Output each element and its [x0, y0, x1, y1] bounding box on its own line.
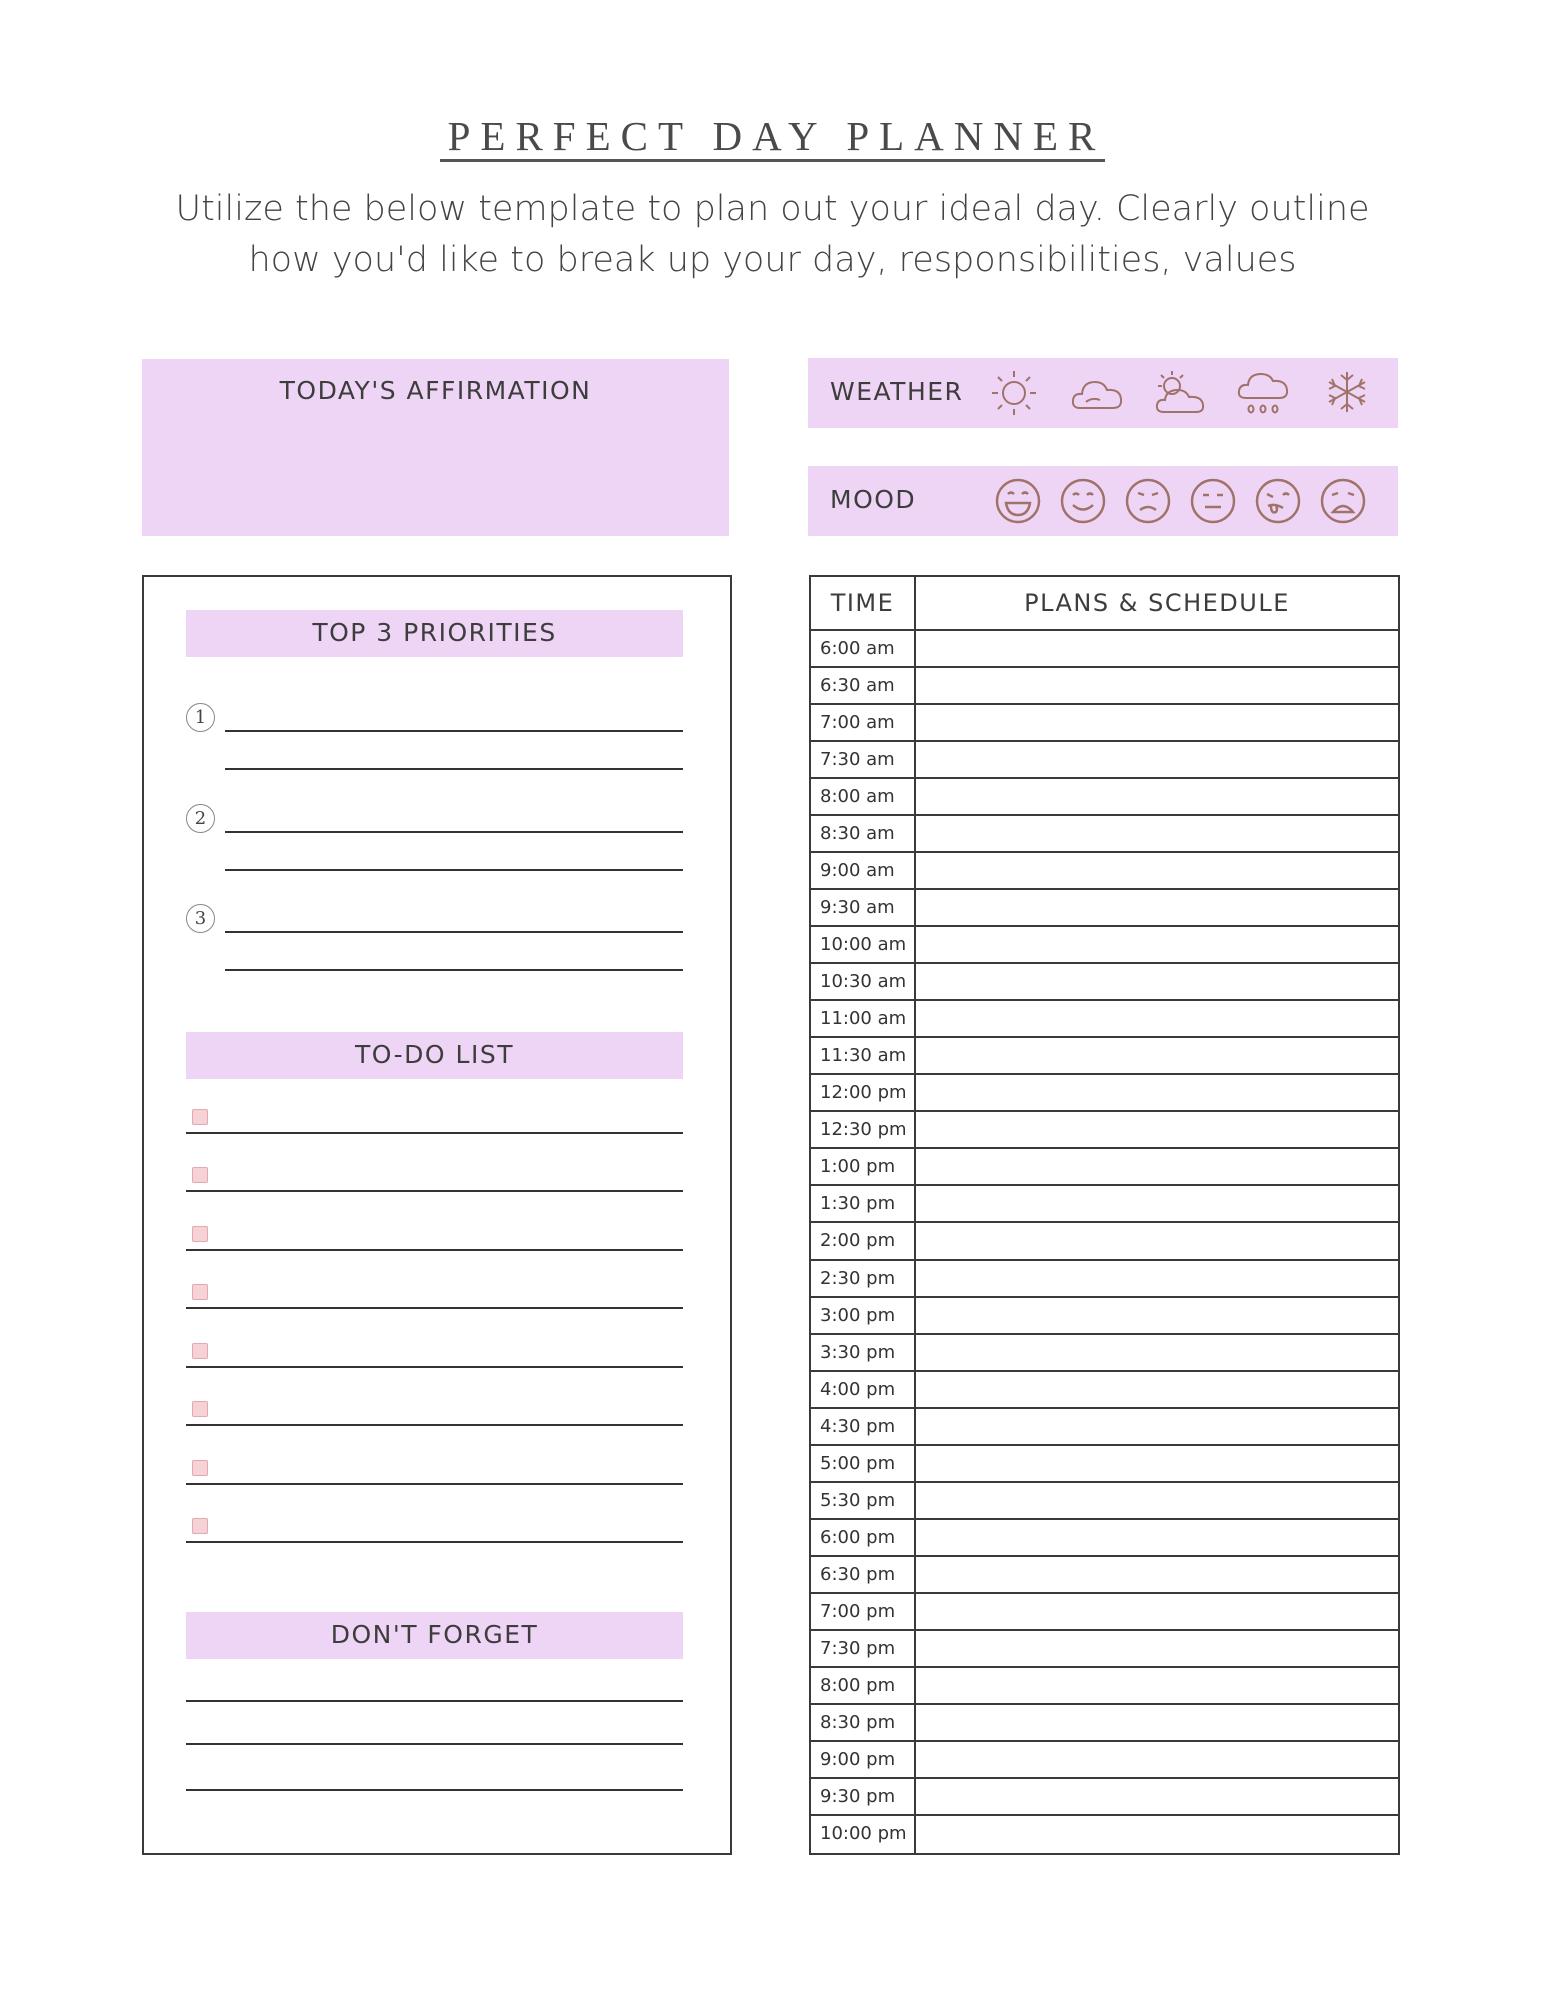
schedule-row[interactable]: [811, 668, 1398, 705]
schedule-row[interactable]: [811, 1075, 1398, 1112]
time-slot-label: 1:30 pm: [820, 1193, 896, 1215]
snowflake-icon[interactable]: [1322, 368, 1372, 418]
schedule-row[interactable]: [811, 1668, 1398, 1705]
time-slot-label: 4:30 pm: [820, 1415, 896, 1437]
plans-column-header: PLANS & SCHEDULE: [1024, 589, 1290, 617]
time-slot-label: 3:00 pm: [820, 1304, 896, 1326]
schedule-row[interactable]: [811, 1223, 1398, 1260]
schedule-row[interactable]: [811, 1261, 1398, 1298]
todo-checkbox[interactable]: [192, 1518, 208, 1534]
page-subtitle: Utilize the below template to plan out your ideal day. Clearly outline how you'd like to break up your day, responsibilities, values: [175, 189, 1370, 280]
frowning-face-icon[interactable]: [1123, 476, 1173, 526]
time-slot-label: 7:00 am: [820, 712, 895, 734]
time-slot-label: 7:00 pm: [820, 1600, 896, 1622]
schedule-row[interactable]: [811, 1631, 1398, 1668]
time-slot-label: 5:30 pm: [820, 1489, 896, 1511]
time-column-header: TIME: [830, 589, 895, 617]
time-slot-label: 5:00 pm: [820, 1452, 896, 1474]
time-slot-label: 2:30 pm: [820, 1267, 896, 1289]
todo-checkbox[interactable]: [192, 1109, 208, 1125]
schedule-row[interactable]: [811, 890, 1398, 927]
schedule-row[interactable]: [811, 964, 1398, 1001]
priority-line[interactable]: [225, 869, 683, 871]
schedule-row[interactable]: [811, 1112, 1398, 1149]
priority-line[interactable]: [225, 730, 683, 732]
time-slot-label: 8:30 pm: [820, 1711, 896, 1733]
schedule-row[interactable]: [811, 705, 1398, 742]
schedule-row[interactable]: [811, 1520, 1398, 1557]
todo-line[interactable]: [186, 1483, 683, 1485]
time-slot-label: 11:00 am: [820, 1008, 907, 1030]
schedule-row[interactable]: [811, 742, 1398, 779]
time-slot-label: 9:30 pm: [820, 1785, 896, 1807]
affirmation-label: TODAY'S AFFIRMATION: [279, 376, 592, 405]
time-slot-label: 7:30 pm: [820, 1637, 896, 1659]
schedule-header-row: [811, 577, 1398, 631]
mood-bar: [808, 466, 1398, 536]
dont-forget-line[interactable]: [186, 1789, 683, 1791]
schedule-row[interactable]: [811, 1594, 1398, 1631]
time-slot-label: 6:00 am: [820, 638, 895, 659]
dont-forget-line[interactable]: [186, 1700, 683, 1702]
schedule-row[interactable]: [811, 1816, 1398, 1851]
weather-bar: [808, 358, 1398, 428]
priority-line[interactable]: [225, 768, 683, 770]
time-slot-label: 8:00 am: [820, 786, 895, 808]
schedule-row[interactable]: [811, 1335, 1398, 1372]
schedule-row[interactable]: [811, 1372, 1398, 1409]
time-slot-label: 1:00 pm: [820, 1156, 896, 1178]
sad-face-icon[interactable]: [1318, 476, 1368, 526]
time-slot-label: 6:30 pm: [820, 1563, 896, 1585]
schedule-row[interactable]: [811, 1186, 1398, 1223]
schedule-row[interactable]: [811, 1557, 1398, 1594]
time-slot-label: 9:30 am: [820, 897, 895, 919]
todo-line[interactable]: [186, 1307, 683, 1309]
time-slot-label: 12:30 pm: [820, 1119, 907, 1141]
todo-checkbox[interactable]: [192, 1401, 208, 1417]
priority-line[interactable]: [225, 931, 683, 933]
todo-checkbox[interactable]: [192, 1167, 208, 1183]
todo-line[interactable]: [186, 1249, 683, 1251]
time-slot-label: 6:30 am: [820, 675, 895, 697]
schedule-row[interactable]: [811, 1409, 1398, 1446]
time-slot-label: 10:00 am: [820, 934, 907, 956]
todo-checkbox[interactable]: [192, 1343, 208, 1359]
left-panel: [142, 575, 732, 1855]
schedule-row[interactable]: [811, 816, 1398, 853]
todo-line[interactable]: [186, 1132, 683, 1134]
time-slot-label: 10:00 pm: [820, 1822, 907, 1844]
cloud-icon[interactable]: [1070, 368, 1126, 418]
todo-header: TO-DO LIST: [186, 1032, 683, 1079]
schedule-row[interactable]: [811, 927, 1398, 964]
todo-line[interactable]: [186, 1190, 683, 1192]
page-title: PERFECT DAY PLANNER: [0, 112, 1545, 160]
schedule-row[interactable]: [811, 1705, 1398, 1742]
schedule-row[interactable]: [811, 779, 1398, 816]
schedule-row[interactable]: [811, 1001, 1398, 1038]
time-slot-label: 3:30 pm: [820, 1341, 896, 1363]
time-slot-label: 8:30 am: [820, 823, 895, 845]
time-slot-label: 12:00 pm: [820, 1082, 907, 1104]
time-slot-label: 6:00 pm: [820, 1526, 896, 1548]
schedule-row[interactable]: [811, 1298, 1398, 1335]
priorities-header: TOP 3 PRIORITIES: [186, 610, 683, 657]
schedule-row[interactable]: [811, 631, 1398, 668]
todo-checkbox[interactable]: [192, 1284, 208, 1300]
priority-line[interactable]: [225, 831, 683, 833]
schedule-table: [809, 575, 1400, 1855]
dont-forget-header: DON'T FORGET: [186, 1612, 683, 1659]
sun-icon[interactable]: [988, 368, 1040, 418]
time-slot-label: 10:30 am: [820, 971, 907, 993]
schedule-row[interactable]: [811, 1149, 1398, 1186]
schedule-row[interactable]: [811, 1779, 1398, 1816]
grinning-face-icon[interactable]: [993, 476, 1043, 526]
priority-number-2: 2: [186, 804, 215, 833]
dont-forget-line[interactable]: [186, 1743, 683, 1745]
schedule-row[interactable]: [811, 1446, 1398, 1483]
schedule-row[interactable]: [811, 1038, 1398, 1075]
smiling-face-icon[interactable]: [1058, 476, 1108, 526]
time-slot-label: 9:00 pm: [820, 1748, 896, 1770]
time-slot-label: 11:30 am: [820, 1045, 907, 1067]
neutral-face-icon[interactable]: [1188, 476, 1238, 526]
priority-number-3: 3: [186, 904, 215, 933]
schedule-row[interactable]: [811, 853, 1398, 890]
time-slot-label: 8:00 pm: [820, 1674, 896, 1696]
time-slot-label: 7:30 am: [820, 749, 895, 771]
todo-checkbox[interactable]: [192, 1460, 208, 1476]
rain-icon[interactable]: [1236, 368, 1292, 418]
time-slot-label: 4:00 pm: [820, 1378, 896, 1400]
mood-label: MOOD: [830, 485, 917, 514]
todo-line[interactable]: [186, 1424, 683, 1426]
weather-label: WEATHER: [830, 377, 964, 406]
time-slot-label: 2:00 pm: [820, 1230, 896, 1252]
winking-tongue-face-icon[interactable]: [1253, 476, 1303, 526]
todo-line[interactable]: [186, 1541, 683, 1543]
partly-cloudy-icon[interactable]: [1152, 368, 1208, 418]
todo-checkbox[interactable]: [192, 1226, 208, 1242]
priority-number-1: 1: [186, 703, 215, 732]
time-slot-label: 9:00 am: [820, 860, 895, 882]
todo-line[interactable]: [186, 1366, 683, 1368]
schedule-row[interactable]: [811, 1742, 1398, 1779]
priority-line[interactable]: [225, 969, 683, 971]
schedule-row[interactable]: [811, 1483, 1398, 1520]
affirmation-box[interactable]: [142, 359, 729, 536]
